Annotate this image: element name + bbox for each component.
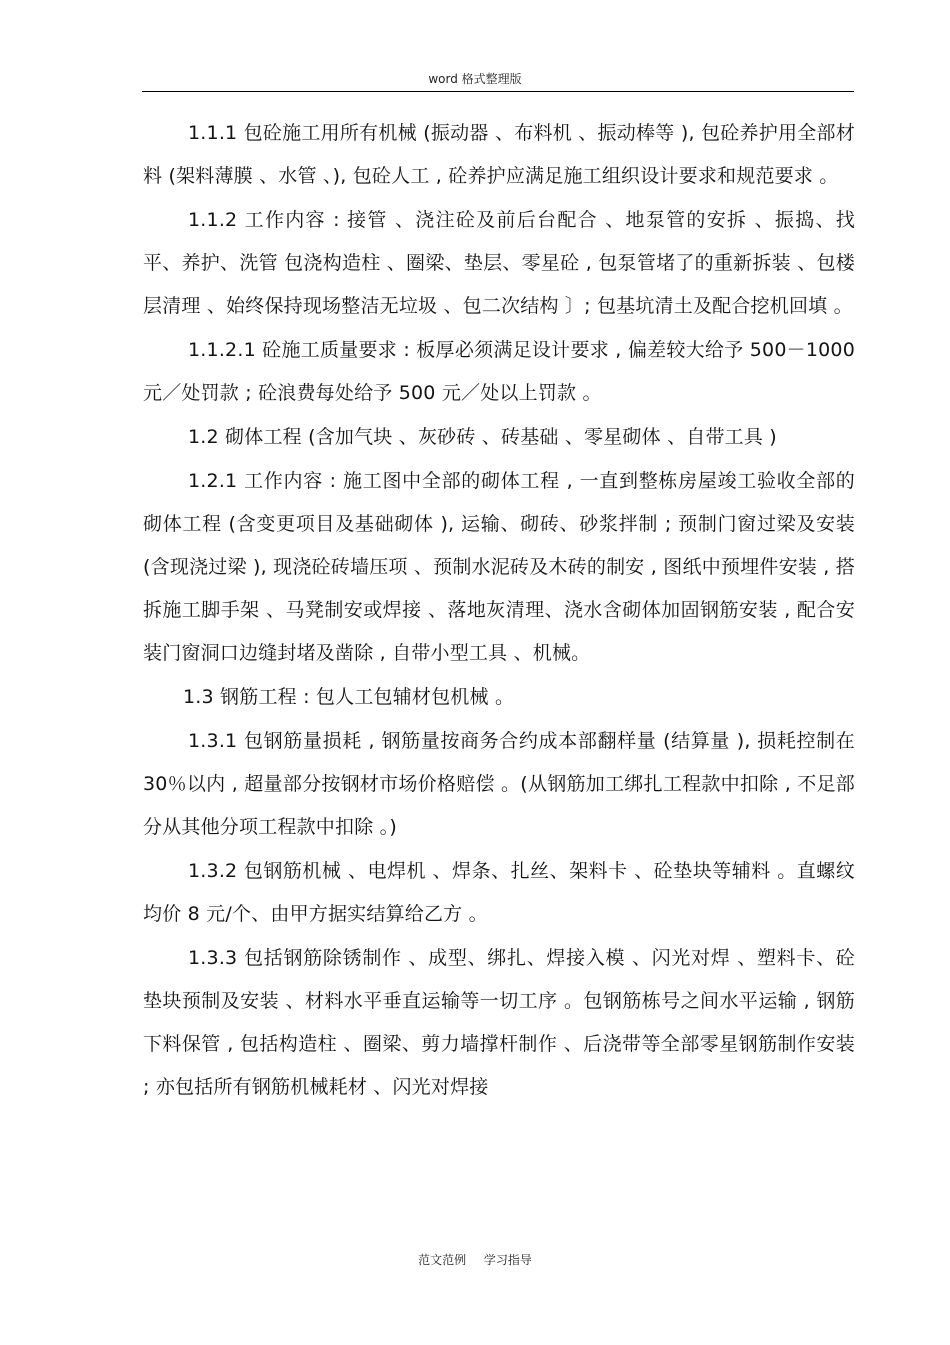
paragraph-1-3-3: 1.3.3 包括钢筋除锈制作 、成型、绑扎、焊接入模 、闪光对焊 、塑料卡、砼垫块预制及安装 、材料水平垂直运输等一切工序 。包钢筋栋号之间水平运输 , 钢筋下料保管 , 包括构造柱 、圈梁、剪力墙撑杆制作 、后浇带等全部零星钢筋制作安装 ; 亦包括所有钢筋机械耗材 、闪光对焊接 xyxy=(143,947,855,1098)
paragraph-1-1-2: 1.1.2 工作内容 : 接管 、浇注砼及前后台配合 、地泵管的安拆 、振捣、找平、养护、洗管 包浇构造柱 、圈梁、垫层、零星砼 , 包泵管堵了的重新拆装 、包楼层清理 、始终保持现场整洁无垃圾 、包二次结构 〕; 包基坑清土及配合挖机回填 。 xyxy=(143,209,855,317)
paragraph-1-1-1: 1.1.1 包砼施工用所有机械 (振动器 、布料机 、振动棒等 ), 包砼养护用全部材料 (架料薄膜 、水管 、), 包砼人工 , 砼养护应满足施工组织设计要求和规范要求 。 xyxy=(143,122,855,187)
paragraph-1-3-2: 1.3.2 包钢筋机械 、电焊机 、焊条、扎丝、架料卡 、砼垫块等辅料 。直螺纹均价 8 元/个、由甲方据实结算给乙方 。 xyxy=(143,860,855,925)
heading-1-2: 1.2 砌体工程 (含加气块 、灰砂砖 、砖基础 、零星砌体 、自带工具 ) xyxy=(188,426,777,448)
page-header: word 格式整理版 xyxy=(428,72,522,86)
paragraph-1-1-2-1: 1.1.2.1 砼施工质量要求 : 板厚必须满足设计要求 , 偏差较大给予 500－1000 元／处罚款 ; 砼浪费每处给予 500 元／处以上罚款 。 xyxy=(143,339,855,404)
paragraph-1-3-1: 1.3.1 包钢筋量损耗 , 钢筋量按商务合约成本部翻样量 (结算量 ), 损耗控制在 30％以内 , 超量部分按钢材市场价格赔偿 。(从钢筋加工绑扎工程款中扣除 , 不足部分从其他分项工程款中扣除 。) xyxy=(143,730,855,838)
header-divider xyxy=(142,91,854,92)
page-footer: 范文范例 学习指导 xyxy=(418,1253,532,1267)
document-body xyxy=(143,112,855,1110)
paragraph-1-2-1: 1.2.1 工作内容 : 施工图中全部的砌体工程 , 一直到整栋房屋竣工验收全部的砌体工程 (含变更项目及基础砌体 ), 运输、砌砖、砂浆拌制 ; 预制门窗过梁及安装 (含现浇过梁 ), 现浇砼砖墙压项 、预制水泥砖及木砖的制安 , 图纸中预埋件安装 , 搭拆施工脚手架 、马凳制安或焊接 、落地灰清理、浇水含砌体加固钢筋安装 , 配合安装门窗洞口边缝封堵及凿除 , 自带小型工具 、机械。 xyxy=(143,470,855,664)
heading-1-3: 1.3 钢筋工程 : 包人工包辅材包机械 。 xyxy=(183,686,515,708)
